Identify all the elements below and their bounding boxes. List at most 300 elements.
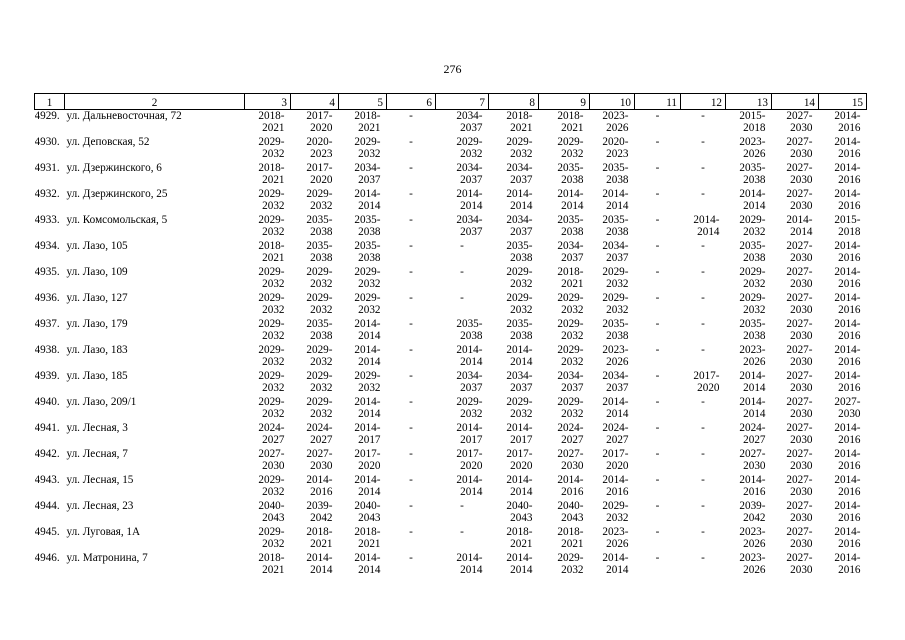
year-range-cell: -	[409, 265, 413, 278]
year-range-cell: 2040- 2043	[557, 499, 584, 524]
year-range-cell: 2029- 2032	[306, 265, 333, 290]
year-range-cell: 2029- 2032	[557, 551, 584, 576]
year-range-cell: 2027- 2030	[306, 447, 333, 472]
year-range-cell: 2018- 2021	[557, 265, 584, 290]
year-range-cell: -	[655, 447, 660, 460]
year-range-cell: -	[655, 499, 660, 512]
year-range-cell: 2035- 2038	[506, 239, 533, 264]
table-row	[35, 162, 867, 188]
data-table	[34, 93, 867, 578]
year-range-cell: 2027- 2030	[786, 265, 813, 290]
year-range-cell: 2014- 2014	[739, 369, 766, 394]
year-range-cell: 2014- 2014	[693, 213, 720, 238]
row-number-cell: 4940.	[34, 395, 60, 408]
year-range-cell: 2024- 2027	[602, 421, 629, 446]
year-range-cell: 2040- 2043	[354, 499, 381, 524]
year-range-cell: 2014- 2014	[306, 551, 333, 576]
year-range-cell: -	[409, 551, 413, 564]
year-range-cell: 2029- 2032	[258, 525, 285, 550]
year-range-cell: -	[409, 421, 413, 434]
table-row	[35, 240, 867, 266]
column-header-9: 9	[539, 94, 590, 110]
year-range-cell: 2034- 2037	[557, 239, 584, 264]
year-range-cell: 2040- 2043	[258, 499, 285, 524]
year-range-cell: 2035- 2038	[602, 317, 629, 342]
year-range-cell: 2029- 2032	[306, 395, 333, 420]
year-range-cell: 2014- 2016	[834, 499, 861, 524]
year-range-cell: 2018- 2021	[557, 525, 584, 550]
year-range-cell: 2014- 2016	[834, 447, 861, 472]
year-range-cell: 2024- 2027	[557, 421, 584, 446]
year-range-cell: 2027- 2030	[786, 239, 813, 264]
column-header-13: 13	[726, 94, 772, 110]
year-range-cell: 2029- 2032	[258, 369, 285, 394]
year-range-cell: 2014- 2017	[456, 421, 483, 446]
column-header-14: 14	[772, 94, 819, 110]
table-row	[35, 266, 867, 292]
year-range-cell: 2018- 2021	[258, 551, 285, 576]
year-range-cell: 2014- 2016	[834, 317, 861, 342]
year-range-cell: 2023- 2026	[739, 343, 766, 368]
year-range-cell: 2014- 2014	[456, 187, 483, 212]
year-range-cell: 2014- 2016	[834, 135, 861, 160]
address-cell: ул. Лесная, 15	[66, 473, 134, 486]
year-range-cell: 2027- 2030	[557, 447, 584, 472]
year-range-cell: 2029- 2032	[506, 135, 533, 160]
year-range-cell: -	[655, 187, 660, 200]
year-range-cell: -	[655, 525, 660, 538]
year-range-cell: 2014- 2014	[602, 395, 629, 420]
year-range-cell: -	[655, 161, 660, 174]
year-range-cell: 2014- 2014	[354, 317, 381, 342]
year-range-cell: 2014- 2016	[602, 473, 629, 498]
year-range-cell: 2023- 2026	[739, 525, 766, 550]
year-range-cell: -	[701, 421, 705, 434]
table-row	[35, 526, 867, 552]
year-range-cell: -	[701, 265, 705, 278]
year-range-cell: -	[409, 343, 413, 356]
year-range-cell: -	[701, 317, 705, 330]
year-range-cell: -	[409, 135, 413, 148]
year-range-cell: 2027- 2030	[786, 473, 813, 498]
column-header-2: 2	[65, 94, 245, 110]
table-row	[35, 370, 867, 396]
year-range-cell: 2034- 2037	[456, 110, 483, 135]
row-number-cell: 4932.	[34, 187, 60, 200]
year-range-cell: 2029- 2032	[557, 343, 584, 368]
year-range-cell: 2029- 2032	[354, 265, 381, 290]
year-range-cell: -	[409, 213, 413, 226]
year-range-cell: 2017- 2020	[354, 447, 381, 472]
table-row	[35, 448, 867, 474]
year-range-cell: 2014- 2014	[354, 551, 381, 576]
address-cell: ул. Лазо, 127	[66, 291, 128, 304]
year-range-cell: 2027- 2030	[739, 447, 766, 472]
column-header-5: 5	[339, 94, 387, 110]
year-range-cell: -	[701, 499, 705, 512]
year-range-cell: 2027- 2030	[786, 395, 813, 420]
table-row	[35, 292, 867, 318]
year-range-cell: -	[460, 239, 464, 252]
year-range-cell: 2027- 2030	[786, 525, 813, 550]
year-range-cell: 2018- 2021	[354, 110, 381, 135]
year-range-cell: 2035- 2038	[306, 239, 333, 264]
table-header-row	[35, 94, 867, 110]
year-range-cell: 2023- 2026	[739, 551, 766, 576]
year-range-cell: 2029- 2032	[602, 499, 629, 524]
year-range-cell: 2017- 2020	[306, 161, 333, 186]
year-range-cell: 2018- 2021	[354, 525, 381, 550]
year-range-cell: 2014- 2014	[354, 343, 381, 368]
year-range-cell: -	[701, 473, 705, 486]
address-cell: ул. Лазо, 105	[66, 239, 128, 252]
address-cell: ул. Дальневосточная, 72	[66, 110, 182, 122]
year-range-cell: 2035- 2038	[354, 213, 381, 238]
year-range-cell: 2035- 2038	[306, 317, 333, 342]
year-range-cell: 2027- 2030	[834, 395, 861, 420]
year-range-cell: -	[460, 265, 464, 278]
year-range-cell: 2014- 2016	[834, 343, 861, 368]
year-range-cell: 2014- 2014	[602, 187, 629, 212]
year-range-cell: 2018- 2021	[258, 110, 285, 135]
year-range-cell: 2014- 2016	[834, 239, 861, 264]
row-number-cell: 4946.	[34, 551, 60, 564]
year-range-cell: 2017- 2020	[602, 447, 629, 472]
column-header-10: 10	[590, 94, 635, 110]
year-range-cell: -	[460, 291, 464, 304]
year-range-cell: 2017- 2020	[306, 110, 333, 135]
year-range-cell: 2029- 2032	[354, 135, 381, 160]
year-range-cell: 2035- 2038	[456, 317, 483, 342]
year-range-cell: 2029- 2032	[306, 291, 333, 316]
table-row	[35, 318, 867, 344]
year-range-cell: 2014- 2014	[506, 187, 533, 212]
address-cell: ул. Лесная, 23	[66, 499, 134, 512]
address-cell: ул. Луговая, 1А	[66, 525, 141, 538]
year-range-cell: -	[701, 551, 705, 564]
year-range-cell: 2029- 2032	[456, 395, 483, 420]
table-body	[35, 110, 867, 578]
year-range-cell: 2034- 2037	[456, 369, 483, 394]
year-range-cell: 2035- 2038	[506, 317, 533, 342]
year-range-cell: 2035- 2038	[739, 161, 766, 186]
year-range-cell: 2017- 2020	[693, 369, 720, 394]
year-range-cell: 2014- 2014	[506, 473, 533, 498]
year-range-cell: 2018- 2021	[258, 161, 285, 186]
year-range-cell: 2034- 2037	[456, 161, 483, 186]
year-range-cell: 2034- 2037	[354, 161, 381, 186]
year-range-cell: 2027- 2030	[786, 317, 813, 342]
year-range-cell: -	[655, 473, 660, 486]
year-range-cell: 2027- 2030	[786, 421, 813, 446]
year-range-cell: -	[409, 395, 413, 408]
year-range-cell: 2027- 2030	[786, 499, 813, 524]
year-range-cell: 2014- 2016	[557, 473, 584, 498]
year-range-cell: 2024- 2027	[258, 421, 285, 446]
year-range-cell: 2014- 2016	[834, 473, 861, 498]
year-range-cell: -	[701, 291, 705, 304]
address-cell: ул. Лазо, 109	[66, 265, 128, 278]
year-range-cell: 2029- 2032	[354, 291, 381, 316]
year-range-cell: -	[655, 369, 660, 382]
year-range-cell: 2029- 2032	[258, 291, 285, 316]
year-range-cell: 2035- 2038	[739, 239, 766, 264]
table-row	[35, 422, 867, 448]
year-range-cell: 2014- 2014	[602, 551, 629, 576]
year-range-cell: 2029- 2032	[602, 265, 629, 290]
year-range-cell: -	[701, 187, 705, 200]
year-range-cell: 2034- 2037	[506, 213, 533, 238]
page-number: 276	[443, 62, 462, 76]
year-range-cell: -	[701, 525, 705, 538]
year-range-cell: 2029- 2032	[557, 291, 584, 316]
row-number-cell: 4943.	[34, 473, 60, 486]
year-range-cell: 2023- 2026	[602, 343, 629, 368]
year-range-cell: -	[701, 135, 705, 148]
row-number-cell: 4938.	[34, 343, 60, 356]
table-row	[35, 188, 867, 214]
year-range-cell: 2029- 2032	[739, 291, 766, 316]
year-range-cell: 2029- 2032	[506, 395, 533, 420]
year-range-cell: 2029- 2032	[506, 265, 533, 290]
year-range-cell: 2014- 2014	[506, 343, 533, 368]
year-range-cell: -	[701, 239, 705, 252]
year-range-cell: 2014- 2016	[834, 291, 861, 316]
year-range-cell: 2014- 2017	[354, 421, 381, 446]
year-range-cell: -	[409, 239, 413, 252]
table-row	[35, 500, 867, 526]
year-range-cell: 2034- 2037	[602, 239, 629, 264]
year-range-cell: 2014- 2014	[506, 551, 533, 576]
year-range-cell: 2017- 2020	[456, 447, 483, 472]
address-cell: ул. Деповская, 52	[66, 135, 150, 148]
year-range-cell: 2027- 2030	[786, 135, 813, 160]
year-range-cell: 2027- 2030	[786, 187, 813, 212]
year-range-cell: 2014- 2016	[834, 551, 861, 576]
year-range-cell: 2034- 2037	[456, 213, 483, 238]
table-row	[35, 396, 867, 422]
year-range-cell: 2034- 2037	[506, 369, 533, 394]
year-range-cell: -	[655, 343, 660, 356]
address-cell: ул. Лазо, 179	[66, 317, 128, 330]
row-number-cell: 4933.	[34, 213, 60, 226]
table-row	[35, 214, 867, 240]
year-range-cell: 2014- 2016	[739, 473, 766, 498]
year-range-cell: 2023- 2026	[739, 135, 766, 160]
year-range-cell: 2040- 2043	[506, 499, 533, 524]
year-range-cell: 2034- 2037	[506, 161, 533, 186]
year-range-cell: -	[655, 317, 660, 330]
table-row	[35, 136, 867, 162]
year-range-cell: 2018- 2021	[306, 525, 333, 550]
year-range-cell: 2027- 2030	[786, 343, 813, 368]
year-range-cell: 2035- 2038	[557, 161, 584, 186]
year-range-cell: 2029- 2032	[557, 317, 584, 342]
year-range-cell: 2029- 2032	[258, 395, 285, 420]
address-cell: ул. Дзержинского, 25	[66, 187, 168, 200]
year-range-cell: -	[409, 473, 413, 486]
year-range-cell: -	[409, 525, 413, 538]
row-number-cell: 4945.	[34, 525, 60, 538]
year-range-cell: 2029- 2032	[456, 135, 483, 160]
year-range-cell: -	[655, 551, 660, 564]
year-range-cell: 2029- 2032	[739, 265, 766, 290]
row-number-cell: 4934.	[34, 239, 60, 252]
year-range-cell: 2014- 2014	[354, 187, 381, 212]
year-range-cell: 2035- 2038	[602, 161, 629, 186]
year-range-cell: -	[655, 110, 660, 122]
year-range-cell: 2015- 2018	[834, 213, 861, 238]
year-range-cell: 2023- 2026	[602, 525, 629, 550]
year-range-cell: 2029- 2032	[739, 213, 766, 238]
year-range-cell: 2027- 2030	[786, 110, 813, 135]
year-range-cell: -	[655, 239, 660, 252]
address-cell: ул. Лазо, 183	[66, 343, 128, 356]
year-range-cell: 2039- 2042	[739, 499, 766, 524]
year-range-cell: 2035- 2038	[557, 213, 584, 238]
year-range-cell: -	[409, 161, 413, 174]
column-header-7: 7	[436, 94, 489, 110]
table-row	[35, 110, 867, 136]
row-number-cell: 4930.	[34, 135, 60, 148]
year-range-cell: -	[460, 525, 464, 538]
row-number-cell: 4931.	[34, 161, 60, 174]
year-range-cell: 2029- 2032	[354, 369, 381, 394]
year-range-cell: 2018- 2021	[506, 525, 533, 550]
year-range-cell: -	[701, 395, 705, 408]
year-range-cell: -	[701, 343, 705, 356]
year-range-cell: -	[655, 135, 660, 148]
year-range-cell: -	[655, 421, 660, 434]
year-range-cell: 2029- 2032	[557, 395, 584, 420]
year-range-cell: 2029- 2032	[557, 135, 584, 160]
year-range-cell: 2029- 2032	[258, 265, 285, 290]
year-range-cell: 2015- 2018	[739, 110, 766, 135]
year-range-cell: 2029- 2032	[258, 187, 285, 212]
year-range-cell: 2014- 2014	[456, 551, 483, 576]
year-range-cell: 2014- 2016	[834, 525, 861, 550]
year-range-cell: 2018- 2021	[506, 110, 533, 135]
year-range-cell: 2034- 2037	[557, 369, 584, 394]
year-range-cell: -	[460, 499, 464, 512]
year-range-cell: 2014- 2017	[506, 421, 533, 446]
year-range-cell: 2023- 2026	[602, 110, 629, 135]
year-range-cell: -	[409, 499, 413, 512]
year-range-cell: 2014- 2014	[739, 187, 766, 212]
address-cell: ул. Комсомольская, 5	[66, 213, 168, 226]
year-range-cell: -	[409, 187, 413, 200]
column-header-15: 15	[819, 94, 867, 110]
column-header-6: 6	[387, 94, 436, 110]
year-range-cell: 2014- 2016	[834, 110, 861, 135]
year-range-cell: 2014- 2014	[557, 187, 584, 212]
address-cell: ул. Лесная, 3	[66, 421, 128, 434]
year-range-cell: 2014- 2014	[456, 473, 483, 498]
year-range-cell: -	[409, 110, 413, 122]
year-range-cell: -	[409, 317, 413, 330]
year-range-cell: 2027- 2030	[786, 369, 813, 394]
year-range-cell: 2027- 2030	[786, 161, 813, 186]
column-header-8: 8	[489, 94, 539, 110]
year-range-cell: 2039- 2042	[306, 499, 333, 524]
year-range-cell: 2034- 2037	[602, 369, 629, 394]
row-number-cell: 4942.	[34, 447, 60, 460]
year-range-cell: 2029- 2032	[506, 291, 533, 316]
year-range-cell: 2029- 2032	[258, 213, 285, 238]
year-range-cell: 2035- 2038	[602, 213, 629, 238]
row-number-cell: 4936.	[34, 291, 60, 304]
year-range-cell: 2014- 2016	[834, 421, 861, 446]
year-range-cell: 2014- 2014	[786, 213, 813, 238]
year-range-cell: 2027- 2030	[786, 447, 813, 472]
year-range-cell: 2029- 2032	[258, 135, 285, 160]
year-range-cell: 2018- 2021	[557, 110, 584, 135]
year-range-cell: 2029- 2032	[602, 291, 629, 316]
year-range-cell: 2014- 2014	[354, 473, 381, 498]
year-range-cell: 2029- 2032	[258, 343, 285, 368]
address-cell: ул. Лазо, 209/1	[66, 395, 137, 408]
year-range-cell: 2029- 2032	[306, 187, 333, 212]
year-range-cell: 2020- 2023	[602, 135, 629, 160]
year-range-cell: 2029- 2032	[306, 343, 333, 368]
row-number-cell: 4939.	[34, 369, 60, 382]
address-cell: ул. Матронина, 7	[66, 551, 148, 564]
column-header-11: 11	[635, 94, 681, 110]
address-cell: ул. Лазо, 185	[66, 369, 128, 382]
year-range-cell: 2014- 2016	[834, 187, 861, 212]
year-range-cell: 2020- 2023	[306, 135, 333, 160]
year-range-cell: 2035- 2038	[306, 213, 333, 238]
year-range-cell: -	[701, 161, 705, 174]
table-row	[35, 474, 867, 500]
address-cell: ул. Дзержинского, 6	[66, 161, 162, 174]
year-range-cell: -	[409, 369, 413, 382]
year-range-cell: 2024- 2027	[306, 421, 333, 446]
year-range-cell: 2014- 2016	[306, 473, 333, 498]
year-range-cell: 2018- 2021	[258, 239, 285, 264]
year-range-cell: 2027- 2030	[786, 291, 813, 316]
year-range-cell: 2035- 2038	[739, 317, 766, 342]
year-range-cell: 2027- 2030	[786, 551, 813, 576]
year-range-cell: 2014- 2014	[456, 343, 483, 368]
year-range-cell: -	[701, 110, 705, 122]
column-header-12: 12	[681, 94, 726, 110]
column-header-3: 3	[245, 94, 291, 110]
year-range-cell: 2014- 2016	[834, 161, 861, 186]
year-range-cell: 2014- 2014	[739, 395, 766, 420]
row-number-cell: 4929.	[34, 110, 60, 122]
year-range-cell: 2014- 2014	[354, 395, 381, 420]
year-range-cell: -	[655, 395, 660, 408]
year-range-cell: 2027- 2030	[258, 447, 285, 472]
year-range-cell: 2035- 2038	[354, 239, 381, 264]
address-cell: ул. Лесная, 7	[66, 447, 128, 460]
column-header-1: 1	[35, 94, 65, 110]
year-range-cell: -	[655, 291, 660, 304]
year-range-cell: 2024- 2027	[739, 421, 766, 446]
year-range-cell: 2029- 2032	[306, 369, 333, 394]
year-range-cell: -	[655, 213, 660, 226]
year-range-cell: 2017- 2020	[506, 447, 533, 472]
year-range-cell: 2029- 2032	[258, 473, 285, 498]
row-number-cell: 4941.	[34, 421, 60, 434]
row-number-cell: 4937.	[34, 317, 60, 330]
row-number-cell: 4935.	[34, 265, 60, 278]
year-range-cell: -	[409, 447, 413, 460]
table-row	[35, 552, 867, 578]
row-number-cell: 4944.	[34, 499, 60, 512]
year-range-cell: -	[409, 291, 413, 304]
